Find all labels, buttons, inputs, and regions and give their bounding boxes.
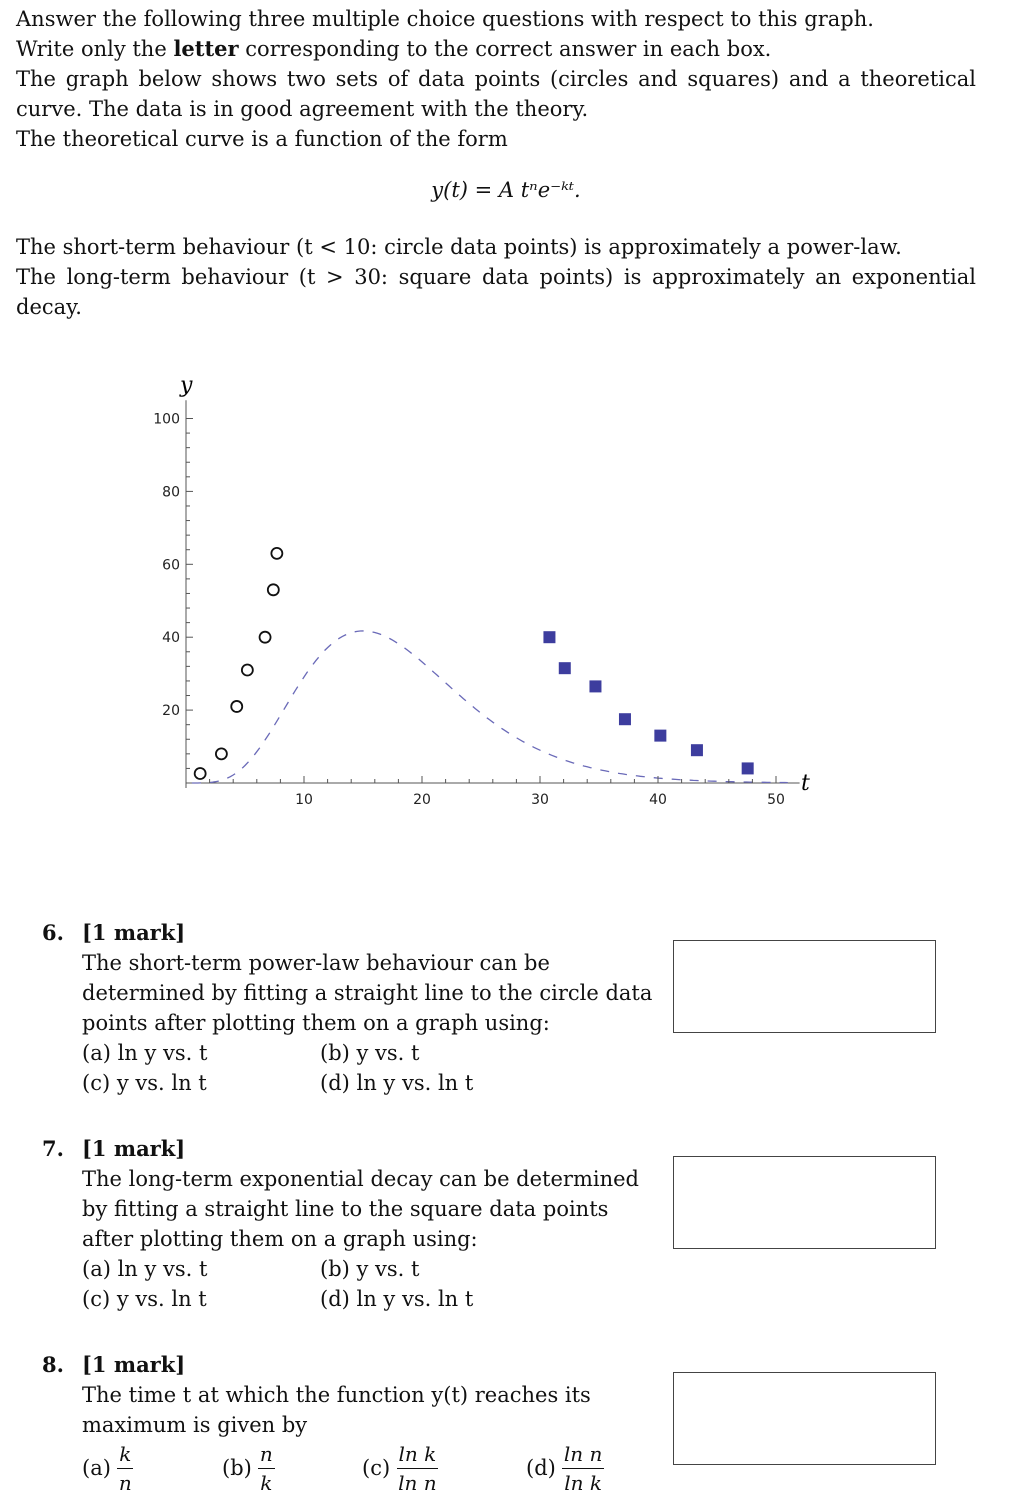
option-b (222, 1438, 275, 1498)
question-marks: [1 mark] (82, 1136, 186, 1161)
answer-box-q6[interactable] (673, 940, 936, 1033)
instructions (16, 4, 976, 154)
behaviour-description (16, 232, 976, 322)
short-term-behaviour: The short-term behaviour (t < 10: circle data points) is approximately a power-law. (16, 235, 902, 259)
option-label: (a) (82, 1456, 111, 1480)
instruction-line-2-pre: Write only the (16, 37, 174, 61)
y-axis-label: y (180, 373, 193, 398)
option-a: (a) ln y vs. t (82, 1257, 208, 1281)
option-label: (c) (362, 1456, 391, 1480)
instruction-line-3: The graph below shows two sets of data points (circles and squares) and a theoretical curve. The data is in good agreement with the theory. (16, 67, 976, 121)
question-number: 6. (42, 920, 64, 945)
question-8 (42, 1350, 662, 1500)
theory-curve (192, 631, 788, 783)
question-marks: [1 mark] (82, 920, 186, 945)
fraction (562, 1442, 605, 1495)
question-number: 7. (42, 1136, 64, 1161)
graph (0, 360, 1012, 820)
x-tick-label: 20 (413, 792, 431, 808)
long-term-behaviour: The long-term behaviour (t > 30: square data points) is approximately an exponential decay. (16, 265, 976, 319)
square-data-point (589, 680, 601, 692)
fraction-denominator: ln n (398, 1470, 437, 1495)
x-tick-label: 30 (531, 792, 549, 808)
question-6 (42, 918, 662, 1108)
fraction (258, 1442, 275, 1495)
square-data-point (691, 744, 703, 756)
square-data-point (654, 730, 666, 742)
fraction-numerator: k (117, 1442, 133, 1469)
instruction-line-1: Answer the following three multiple choice questions with respect to this graph. (16, 7, 874, 31)
function-formula: y(t) = A tⁿe⁻ᵏᵗ. (431, 178, 581, 202)
option-d: (d) ln y vs. ln t (320, 1071, 474, 1095)
circle-data-point (216, 748, 227, 759)
fraction-numerator: ln k (397, 1442, 439, 1469)
option-b: (b) y vs. t (320, 1041, 420, 1065)
question-text: The time t at which the function y(t) reaches its maximum is given by (82, 1383, 591, 1437)
square-data-point (742, 762, 754, 774)
option-label: (b) (222, 1456, 252, 1480)
x-axis-label: t (801, 771, 810, 796)
answer-box-q7[interactable] (673, 1156, 936, 1249)
instruction-line-2 (16, 34, 976, 64)
square-data-point (619, 713, 631, 725)
circle-data-point (260, 632, 271, 643)
instruction-line-2-bold: letter (173, 36, 239, 61)
question-number: 8. (42, 1352, 64, 1377)
question-text: The long-term exponential decay can be determined by fitting a straight line to the square data points after plotting them on a graph using: (82, 1167, 639, 1251)
axes (186, 400, 800, 788)
option-c: (c) y vs. ln t (82, 1287, 207, 1311)
x-tick-label: 50 (767, 792, 785, 808)
fraction-denominator: k (260, 1470, 273, 1495)
question-marks: [1 mark] (82, 1352, 186, 1377)
option-a (82, 1438, 134, 1498)
y-tick-label: 40 (162, 630, 180, 647)
option-d: (d) ln y vs. ln t (320, 1287, 474, 1311)
y-tick-label: 80 (162, 484, 180, 501)
fraction-denominator: ln k (564, 1470, 602, 1495)
y-tick-label: 60 (162, 557, 180, 574)
fraction-numerator: n (258, 1442, 275, 1469)
y-tick-label: 20 (162, 703, 180, 720)
option-d (526, 1438, 604, 1498)
option-a: (a) ln y vs. t (82, 1041, 208, 1065)
square-data-point (559, 662, 571, 674)
square-data-point (543, 631, 555, 643)
fraction (117, 1442, 134, 1495)
option-c: (c) y vs. ln t (82, 1071, 207, 1095)
circle-data-point (242, 665, 253, 676)
x-tick-label: 40 (649, 792, 667, 808)
circle-data-point (271, 548, 282, 559)
answer-box-q8[interactable] (673, 1372, 936, 1465)
option-b: (b) y vs. t (320, 1257, 420, 1281)
instruction-line-4: The theoretical curve is a function of the form (16, 127, 508, 151)
x-tick-label: 10 (295, 792, 313, 808)
question-text: The short-term power-law behaviour can be determined by fitting a straight line to the circle data points after plotting them on a graph using: (82, 951, 653, 1035)
instruction-line-2-post: corresponding to the correct answer in each box. (238, 37, 772, 61)
axis-ticks (153, 412, 785, 809)
option-label: (d) (526, 1456, 556, 1480)
circle-data-point (231, 701, 242, 712)
circle-data-point (195, 768, 206, 779)
fraction-denominator: n (118, 1470, 132, 1495)
circle-data-point (268, 584, 279, 595)
question-7 (42, 1134, 662, 1324)
data-points (195, 548, 754, 779)
y-tick-label: 100 (153, 411, 180, 428)
fraction-numerator: ln n (562, 1442, 605, 1469)
fraction (396, 1442, 439, 1495)
option-c (362, 1438, 439, 1498)
